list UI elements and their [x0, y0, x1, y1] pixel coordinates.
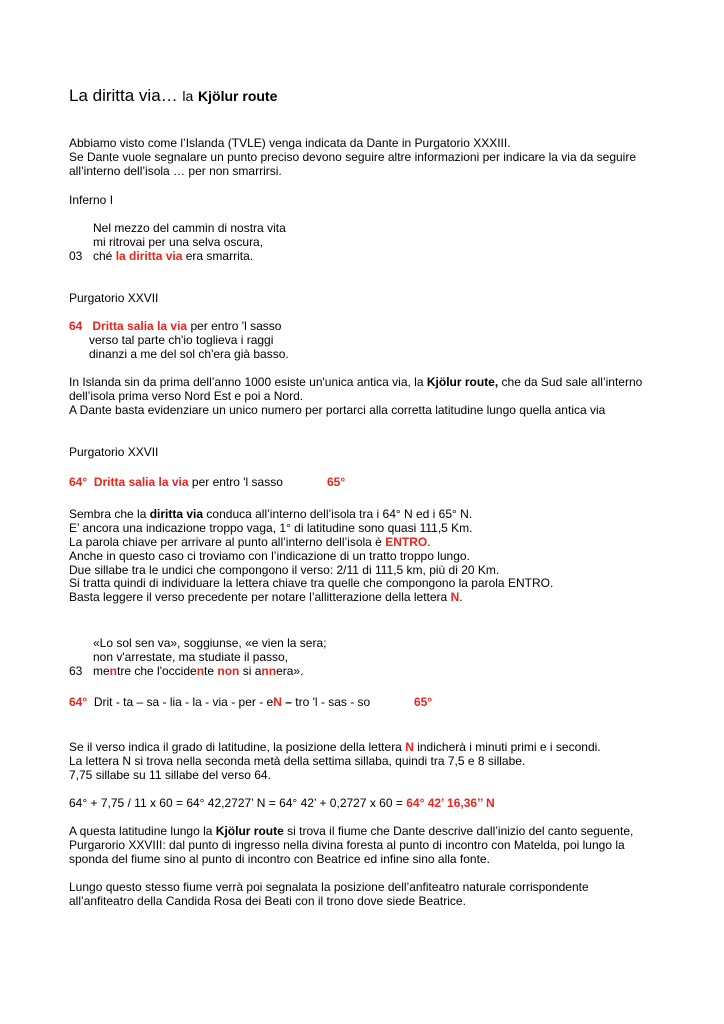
purgatorio-verse-2: 64° Dritta salia la via per entro 'l sasso 65° — [69, 475, 346, 489]
inferno-heading: Inferno I — [69, 193, 114, 207]
page-title — [69, 85, 277, 107]
calculation-paragraph: Se il verso indica il grado di latitudine, la posizione della lettera N indicherà i minuti primi e i secondi. La lettera N si trova nella seconda metà della settima sillaba, quindi tra 7,5 e 8 sillabe. 7,75 sillabe su 11 sillabe del verso 64. — [69, 740, 601, 782]
fiume-paragraph: A questa latitudine lungo la Kjölur route si trova il fiume che Dante descrive dall’inizio del canto seguente, Purgarorio XXVIII: dal punto di ingresso nella divina foresta al punto di incontro con Matelda, poi lungo la sponda del fiume sino al punto di incontro con Beatrice ed infine sino alla fonte. — [69, 824, 634, 866]
sembra-paragraph: Sembra che la diritta via conduca all’interno dell’isola tra i 64° N ed i 65° N. E’ ancora una indicazione troppo vaga, 1° di latitudine sono quasi 111,5 Km. La parola chiave per arrivare al punto all’interno dell’isola è ENTRO. Anche in questo caso ci troviamo con l’indicazione di un tratto troppo lungo. Due sillabe tra le undici che compongono il verso: 2/11 di 111,5 km, più di 20 Km. Si tratta quindi di individuare la lettera chiave tra quelle che compongono la parola ENTRO. Basta leggere il verso precedente per notare l’allitterazione della lettera N. — [69, 507, 554, 605]
verses-63: «Lo sol sen va», soggiunse, «e vien la sera; non v'arrestate, ma studiate il passo, 63 mentre che l'occidente non si annera». — [69, 636, 327, 678]
title-route-name: Kjölur route — [198, 88, 278, 104]
islanda-paragraph: In Islanda sin da prima dell’anno 1000 esiste un'unica antica via, la Kjölur route, che da Sud sale all’interno dell’isola prima verso Nord Est e poi a Nord. A Dante basta evidenziare un unico numero per portarci alla corretta latitudine lungo quella antica via — [69, 375, 643, 417]
purgatorio-verses-1: 64 Dritta salia la via per entro 'l sasso verso tal parte ch'io toglieva i raggi dinanzi a me del sol ch'era già basso. — [69, 319, 289, 361]
inferno-verses: Nel mezzo del cammin di nostra vita mi ritrovai per una selva oscura, 03 ché la diritta via era smarrita. — [69, 221, 286, 263]
intro-paragraph: Abbiamo visto come l’Islanda (TVLE) venga indicata da Dante in Purgatorio XXXIII. Se Dante vuole segnalare un punto preciso devono seguire altre informazioni per indicare la via da seguire all’interno dell’isola … per non smarrirsi. — [69, 136, 637, 178]
purgatorio-heading-2: Purgatorio XXVII — [69, 445, 159, 459]
latitude-formula: 64° + 7,75 / 11 x 60 = 64° 42,2727’ N = 64° 42’ + 0,2727 x 60 = 64° 42’ 16,36’’ N — [69, 796, 495, 810]
title-main: La diritta via… — [69, 86, 178, 105]
title-article: la — [182, 88, 194, 104]
lungo-paragraph: Lungo questo stesso fiume verrà poi segnalata la posizione dell’anfiteatro naturale corrispondente all’anfiteatro della Candida Rosa dei Beati con il trono dove siede Beatrice. — [69, 880, 589, 908]
syllable-breakdown: 64° Drit - ta – sa - lia - la - via - per - eN – tro 'l - sas - so 65° — [69, 695, 433, 709]
purgatorio-heading-1: Purgatorio XXVII — [69, 291, 159, 305]
